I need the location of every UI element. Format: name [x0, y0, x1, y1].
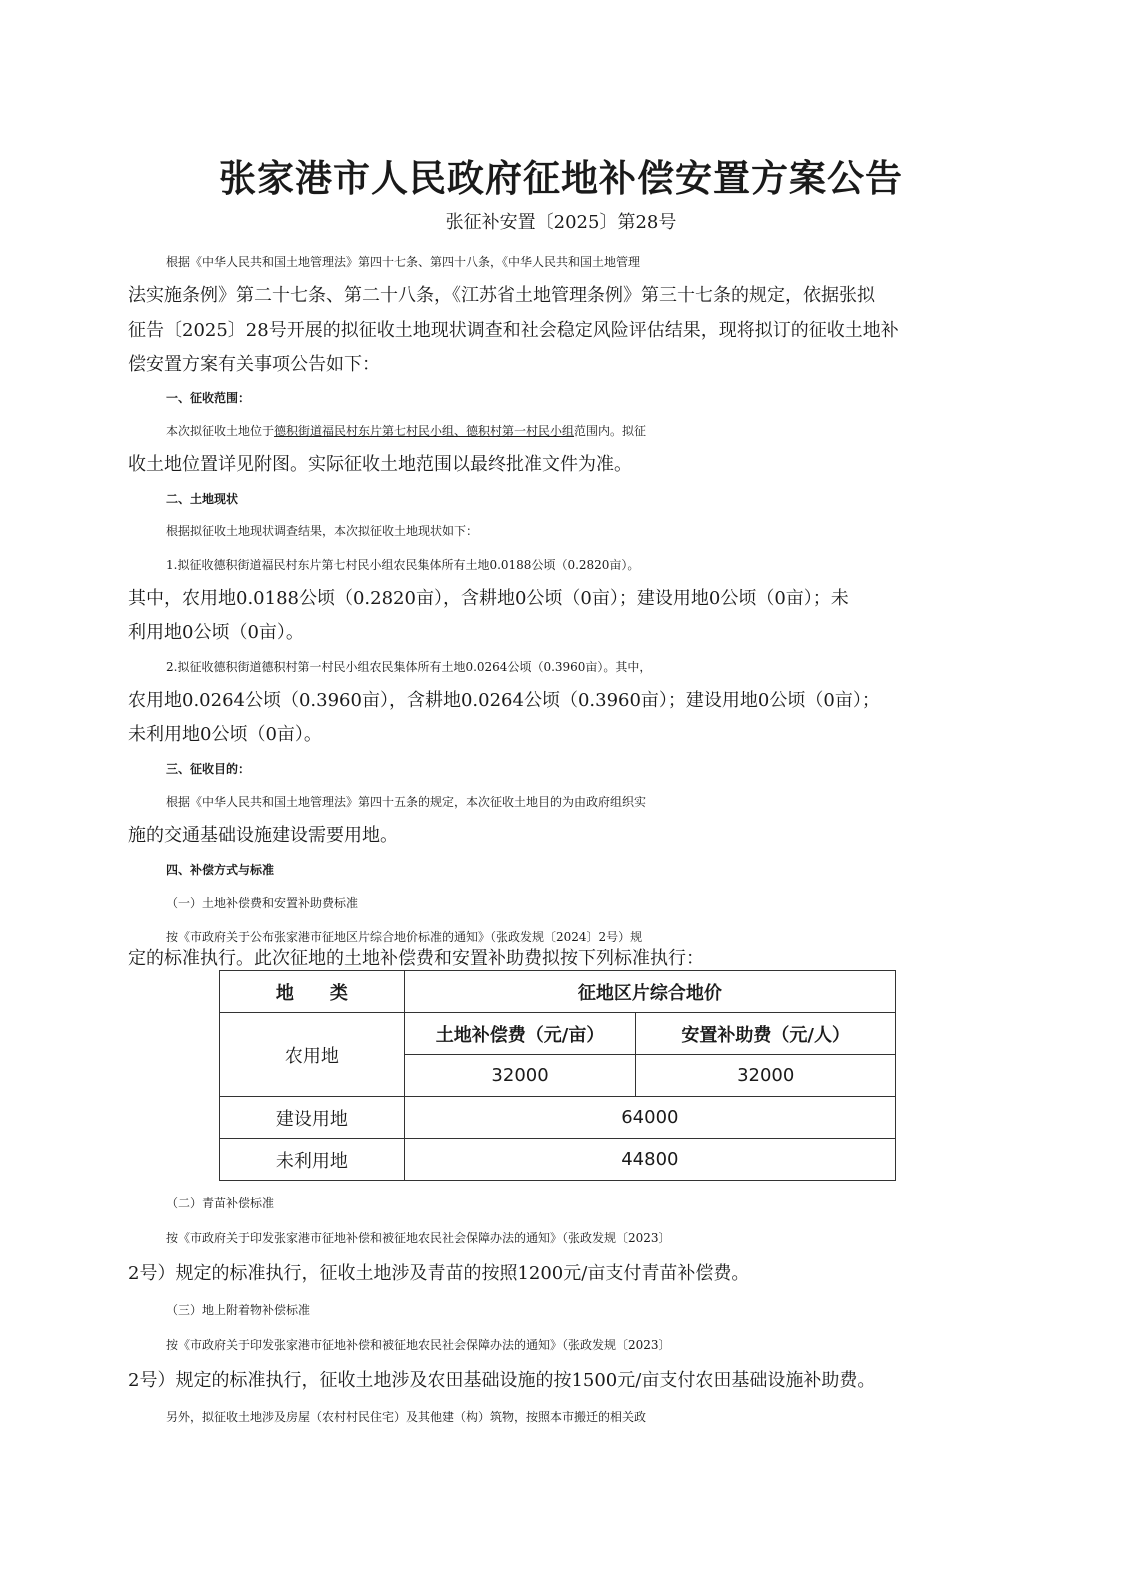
table-header-land-type: 地 类	[220, 971, 405, 1013]
table-cell-farmland-land-value: 32000	[404, 1055, 636, 1097]
scope-paragraph	[166, 414, 1028, 449]
crops-line: 按《市政府关于印发张家港市征地补偿和被征地农民社会保障办法的通知》（张政发规〔2023〕	[166, 1231, 671, 1245]
intro-line: 偿安置方案有关事项公告如下：	[128, 354, 380, 375]
scope-line: 收土地位置详见附图。实际征收土地范围以最终批准文件为准。	[128, 454, 632, 475]
crops-line: 2号）规定的标准执行，征收土地涉及青苗的按照1200元/亩支付青苗补偿费。	[128, 1263, 750, 1284]
section-heading-compensation: 四、补偿方式与标准	[166, 863, 275, 877]
intro-line: 根据《中华人民共和国土地管理法》第四十七条、第四十八条，《中华人民共和国土地管理	[166, 255, 641, 269]
scope-text: 本次拟征收土地位于	[166, 424, 275, 438]
land-standard-line: 按《市政府关于公布张家港市征地区片综合地价标准的通知》（张政发规〔2024〕2号）规	[166, 930, 643, 944]
land-standard-line: 定的标准执行。此次征地的土地补偿费和安置补助费拟按下列标准执行：	[128, 948, 704, 969]
document-title: 张家港市人民政府征地补偿安置方案公告	[219, 157, 903, 200]
status-item-2-line: 2.拟征收德积街道德积村第一村民小组农民集体所有土地0.0264公顷（0.3960亩）。其中，	[166, 660, 652, 674]
table-subheader-resettlement: 安置补助费（元/人）	[636, 1013, 896, 1055]
table-cell-construction-value: 64000	[404, 1097, 895, 1139]
scope-text: 范围内。拟征	[574, 424, 647, 438]
status-item-1-line: 其中，农用地0.0188公顷（0.2820亩），含耕地0公顷（0亩）；建设用地0公顷（0亩）；未	[128, 588, 849, 609]
status-item-1-line: 利用地0公顷（0亩）。	[128, 622, 304, 643]
attachments-line: 2号）规定的标准执行，征收土地涉及农田基础设施的按1500元/亩支付农田基础设施补助费。	[128, 1370, 876, 1391]
status-item-1-line: 1.拟征收德积街道福民村东片第七村民小组农民集体所有土地0.0188公顷（0.2820亩）。	[166, 558, 640, 572]
subsection-heading-attachments: （三）地上附着物补偿标准	[166, 1303, 311, 1317]
subsection-heading-land: （一）土地补偿费和安置补助费标准	[166, 896, 359, 910]
table-subheader-land-compensation: 土地补偿费（元/亩）	[404, 1013, 636, 1055]
status-item-2-line: 未利用地0公顷（0亩）。	[128, 724, 322, 745]
intro-line: 征告〔2025〕28号开展的拟征收土地现状调查和社会稳定风险评估结果，现将拟订的征收土地补	[128, 320, 899, 341]
document-number: 张征补安置〔2025〕第28号	[445, 212, 677, 233]
table-cell-farmland: 农用地	[220, 1013, 405, 1097]
section-heading-purpose: 三、征收目的：	[166, 762, 251, 776]
status-item-2-line: 农用地0.0264公顷（0.3960亩），含耕地0.0264公顷（0.3960亩）；建设用地0公顷（0亩）；	[128, 690, 880, 711]
table-cell-unused-value: 44800	[404, 1139, 895, 1181]
purpose-line: 根据《中华人民共和国土地管理法》第四十五条的规定，本次征收土地目的为由政府组织实	[166, 795, 647, 809]
compensation-table	[219, 970, 896, 1181]
purpose-line: 施的交通基础设施建设需要用地。	[128, 825, 398, 846]
table-header-price: 征地区片综合地价	[404, 971, 895, 1013]
section-heading-scope: 一、征收范围：	[166, 391, 251, 405]
scope-location: 德积街道福民村东片第七村民小组、德积村第一村民小组	[274, 424, 575, 438]
subsection-heading-crops: （二）青苗补偿标准	[166, 1196, 275, 1210]
attachments-line: 按《市政府关于印发张家港市征地补偿和被征地农民社会保障办法的通知》（张政发规〔2023〕	[166, 1338, 671, 1352]
section-heading-status: 二、土地现状	[166, 492, 239, 506]
attachments-line: 另外，拟征收土地涉及房屋（农村村民住宅）及其他建（构）筑物，按照本市搬迁的相关政	[166, 1410, 647, 1424]
status-lead: 根据拟征收土地现状调查结果，本次拟征收土地现状如下：	[166, 524, 479, 538]
table-cell-construction: 建设用地	[220, 1097, 405, 1139]
intro-line: 法实施条例》第二十七条、第二十八条，《江苏省土地管理条例》第三十七条的规定，依据张拟	[128, 285, 875, 306]
table-cell-farmland-resettle-value: 32000	[636, 1055, 896, 1097]
table-cell-unused: 未利用地	[220, 1139, 405, 1181]
